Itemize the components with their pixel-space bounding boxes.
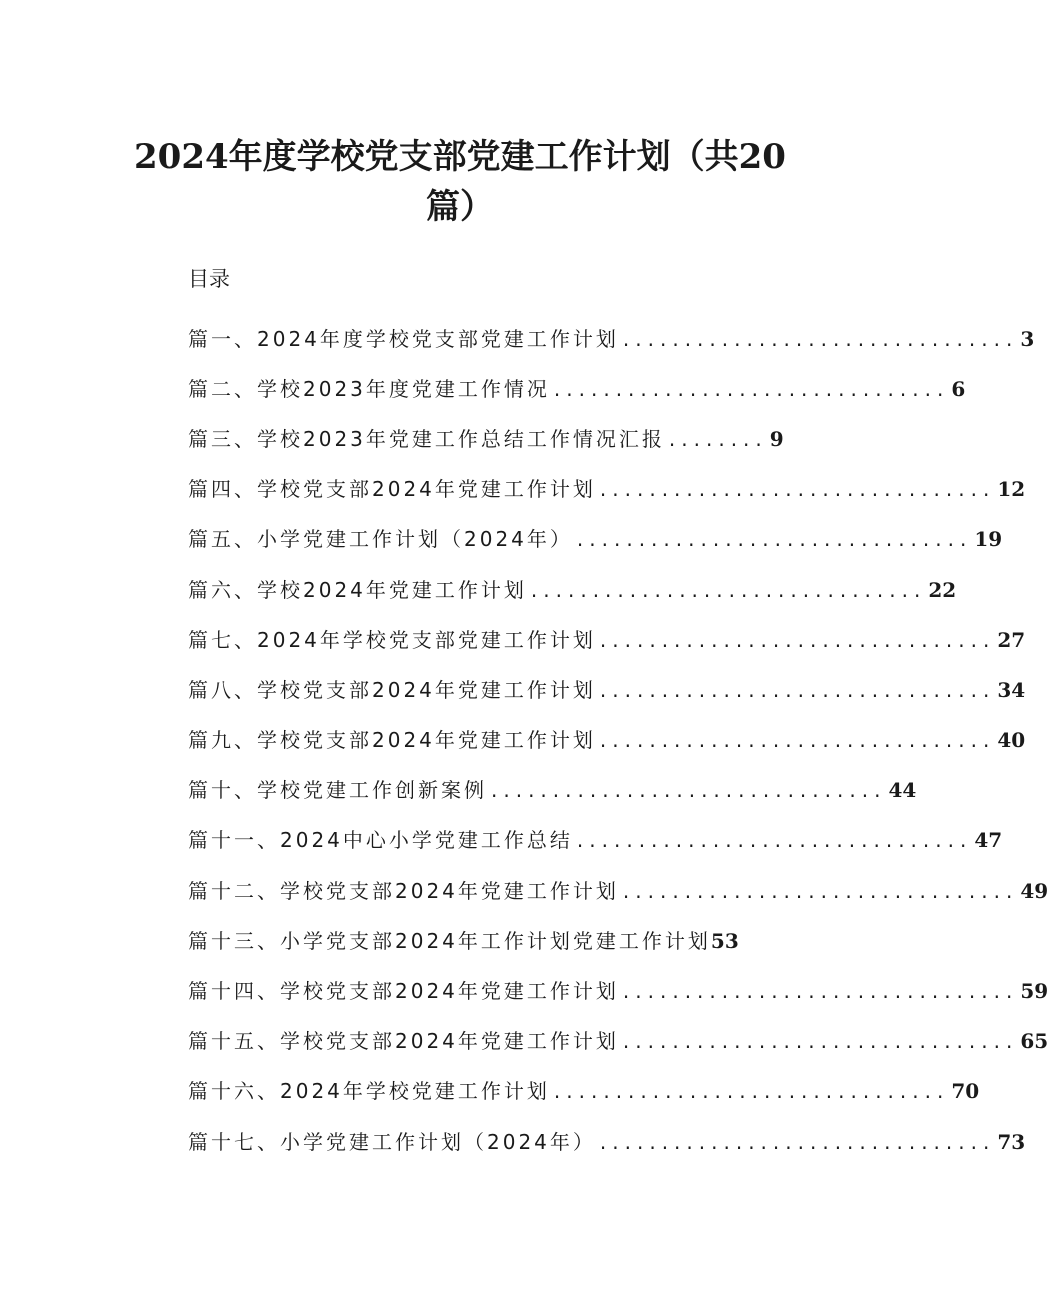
toc-entry[interactable]	[188, 1115, 1026, 1165]
toc-leader-dots: ................................	[622, 1029, 1019, 1054]
toc-leader-dots: ................................	[599, 477, 996, 502]
toc-entry-label: 篇六、学校2024年党建工作计划	[188, 577, 527, 602]
toc-page-number: 19	[974, 527, 1003, 552]
toc-entry[interactable]	[188, 914, 780, 964]
toc-leader-dots: ................................	[622, 878, 1019, 903]
toc-entry[interactable]	[188, 1015, 1048, 1065]
toc-entry[interactable]	[188, 463, 1026, 513]
toc-entry[interactable]	[188, 714, 1026, 764]
toc-entry-label: 篇四、学校党支部2024年党建工作计划	[188, 477, 596, 502]
toc-entry-label: 篇五、小学党建工作计划（2024年）	[188, 527, 573, 552]
toc-entry-label: 篇十二、学校党支部2024年党建工作计划	[188, 878, 619, 903]
toc-page-number: 53	[710, 928, 739, 953]
toc-page-number: 27	[997, 627, 1026, 652]
toc-leader-dots: ................................	[530, 577, 927, 602]
toc-entry-label: 篇十五、学校党支部2024年党建工作计划	[188, 1029, 619, 1054]
toc-page-number: 22	[928, 577, 957, 602]
toc-page-number: 6	[951, 376, 966, 401]
toc-heading: 目录	[188, 267, 230, 291]
toc-leader-dots: ................................	[599, 627, 996, 652]
toc-leader-dots: ................................	[576, 527, 973, 552]
toc-entry[interactable]	[188, 1065, 980, 1115]
toc-leader-dots: ................................	[599, 728, 996, 753]
toc-page-number: 59	[1020, 979, 1048, 1004]
toc-page-number: 9	[769, 426, 784, 451]
toc-page-number: 49	[1020, 878, 1048, 903]
toc-page-number: 65	[1020, 1029, 1048, 1054]
toc-entry-label: 篇三、学校2023年党建工作总结工作情况汇报	[188, 426, 665, 451]
toc-page-number: 70	[951, 1079, 980, 1104]
toc-entry-label: 篇十七、小学党建工作计划（2024年）	[188, 1129, 596, 1154]
toc-entry[interactable]	[188, 412, 784, 462]
toc-entry-label: 篇十一、2024中心小学党建工作总结	[188, 828, 573, 853]
toc-entry[interactable]	[188, 613, 1026, 663]
toc-entry-label: 篇七、2024年学校党支部党建工作计划	[188, 627, 596, 652]
toc-leader-dots: ................................	[599, 677, 996, 702]
toc-leader-dots: ................................	[622, 979, 1019, 1004]
toc-page-number: 40	[997, 728, 1026, 753]
toc-leader-dots: ................................	[491, 778, 887, 803]
table-of-contents	[188, 312, 1048, 1165]
toc-entry[interactable]	[188, 764, 917, 814]
toc-leader-dots: ................................	[576, 828, 973, 853]
toc-entry-label: 篇一、2024年度学校党支部党建工作计划	[188, 326, 619, 351]
toc-entry-label: 篇十、学校党建工作创新案例	[188, 778, 487, 803]
toc-entry[interactable]	[188, 563, 957, 613]
toc-entry[interactable]	[188, 964, 1048, 1014]
toc-page-number: 12	[997, 477, 1026, 502]
toc-entry[interactable]	[188, 362, 966, 412]
toc-page-number: 44	[888, 778, 917, 803]
toc-page-number: 73	[997, 1129, 1026, 1154]
toc-leader-dots: ........	[668, 426, 768, 451]
toc-entry[interactable]	[188, 864, 1048, 914]
toc-leader-dots: ................................	[553, 1079, 950, 1104]
toc-entry-label: 篇二、学校2023年度党建工作情况	[188, 376, 550, 401]
toc-entry[interactable]	[188, 814, 1003, 864]
toc-entry[interactable]	[188, 513, 1003, 563]
toc-page-number: 34	[997, 677, 1026, 702]
toc-entry-label: 篇十四、学校党支部2024年党建工作计划	[188, 979, 619, 1004]
toc-entry-label: 篇九、学校党支部2024年党建工作计划	[188, 728, 596, 753]
toc-page-number: 3	[1020, 326, 1035, 351]
toc-entry-label: 篇十六、2024年学校党建工作计划	[188, 1079, 550, 1104]
toc-entry[interactable]	[188, 663, 1026, 713]
toc-entry-label: 篇十三、小学党支部2024年工作计划党建工作计划	[188, 928, 711, 953]
document-title: 2024年度学校党支部党建工作计划（共20篇）	[134, 137, 786, 227]
toc-page-number: 47	[974, 828, 1003, 853]
toc-leader-dots: ................................	[622, 326, 1019, 351]
toc-entry-label: 篇八、学校党支部2024年党建工作计划	[188, 677, 596, 702]
toc-leader-dots: ................................	[599, 1129, 996, 1154]
toc-leader-dots: ................................	[553, 376, 950, 401]
toc-entry[interactable]	[188, 312, 1035, 362]
